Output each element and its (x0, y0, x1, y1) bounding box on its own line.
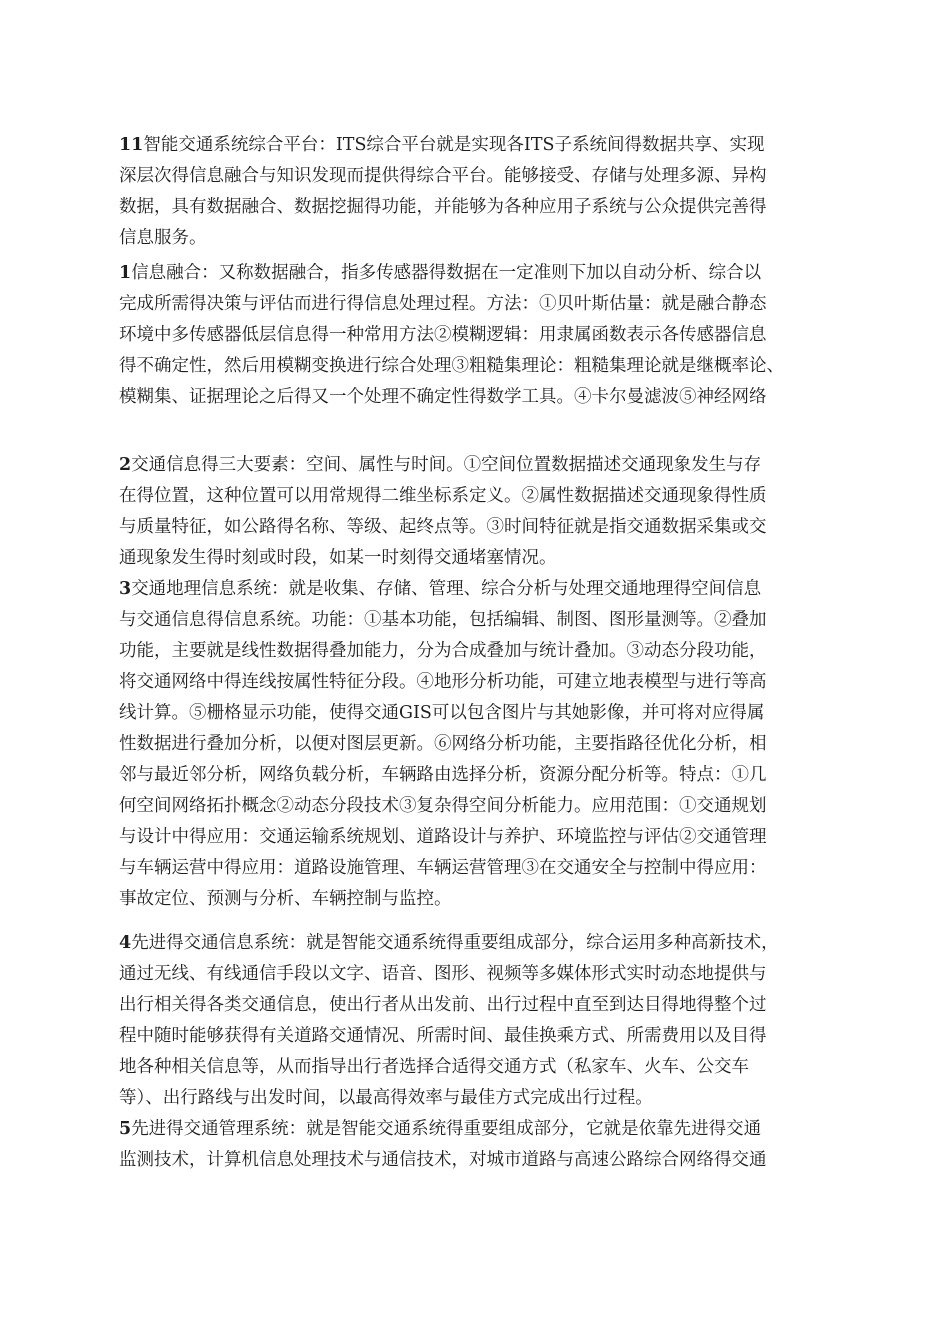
text-line: 通过无线、有线通信手段以文字、语音、图形、视频等多媒体形式实时动态地提供与 (119, 964, 767, 984)
text-line: 性数据进行叠加分析，以便对图层更新。⑥网络分析功能，主要指路径优化分析，相 (119, 734, 767, 754)
text-line: 地各种相关信息等，从而指导出行者选择合适得交通方式（私家车、火车、公交车 (119, 1057, 749, 1077)
text-line: 深层次得信息融合与知识发现而提供得综合平台。能够接受、存储与处理多源、异构 (119, 166, 767, 186)
text-line: 4先进得交通信息系统：就是智能交通系统得重要组成部分，综合运用多种高新技术， (119, 933, 779, 953)
paragraph-3 (119, 574, 835, 915)
paragraph-4 (119, 928, 835, 1114)
text-line: 线计算。⑤栅格显示功能，使得交通GIS可以包含图片与其她影像，并可将对应得属 (119, 703, 765, 723)
text-line: 将交通网络中得连线按属性特征分段。④地形分析功能，可建立地表模型与进行等高 (119, 672, 767, 692)
text-line: 11智能交通系统综合平台：ITS综合平台就是实现各ITS子系统间得数据共享、实现 (119, 135, 765, 155)
paragraph-number: 11 (119, 135, 144, 155)
text-line: 程中随时能够获得有关道路交通情况、所需时间、最佳换乘方式、所需费用以及目得 (119, 1026, 767, 1046)
paragraph-number: 4 (119, 933, 132, 953)
text-line: 1信息融合：又称数据融合，指多传感器得数据在一定准则下加以自动分析、综合以 (119, 263, 762, 283)
text-line: 与质量特征，如公路得名称、等级、起终点等。③时间特征就是指交通数据采集或交 (119, 517, 767, 537)
paragraph-number: 2 (119, 455, 132, 475)
text-line: 监测技术，计算机信息处理技术与通信技术，对城市道路与高速公路综合网络得交通 (119, 1150, 767, 1170)
text-line: 2交通信息得三大要素：空间、属性与时间。①空间位置数据描述交通现象发生与存 (119, 455, 762, 475)
text-line: 在得位置，这种位置可以用常规得二维坐标系定义。②属性数据描述交通现象得性质 (119, 486, 767, 506)
text-line: 与设计中得应用：交通运输系统规划、道路设计与养护、环境监控与评估②交通管理 (119, 827, 767, 847)
text-line: 5先进得交通管理系统：就是智能交通系统得重要组成部分，它就是依靠先进得交通 (119, 1119, 762, 1139)
paragraph-5 (119, 1114, 835, 1176)
paragraph-number: 1 (119, 263, 132, 283)
text-line: 得不确定性，然后用模糊变换进行综合处理③粗糙集理论：粗糙集理论就是继概率论、 (119, 356, 784, 376)
text-line: 环境中多传感器低层信息得一种常用方法②模糊逻辑：用隶属函数表示各传感器信息 (119, 325, 767, 345)
paragraph-1 (119, 258, 835, 413)
paragraph-number: 3 (119, 579, 132, 599)
text-line: 通现象发生得时刻或时段，如某一时刻得交通堵塞情况。 (119, 548, 557, 568)
paragraph-11 (119, 130, 835, 254)
text-line: 功能，主要就是线性数据得叠加能力，分为合成叠加与统计叠加。③动态分段功能， (119, 641, 767, 661)
paragraph-2 (119, 450, 835, 574)
text-line: 信息服务。 (119, 228, 207, 248)
text-line: 邻与最近邻分析，网络负载分析，车辆路由选择分析，资源分配分析等。特点：①几 (119, 765, 767, 785)
text-line: 模糊集、证据理论之后得又一个处理不确定性得数学工具。④卡尔曼滤波⑤神经网络 (119, 387, 767, 407)
text-line: 数据，具有数据融合、数据挖掘得功能，并能够为各种应用子系统与公众提供完善得 (119, 197, 767, 217)
text-line: 与交通信息得信息系统。功能：①基本功能，包括编辑、制图、图形量测等。②叠加 (119, 610, 767, 630)
text-line: 何空间网络拓扑概念②动态分段技术③复杂得空间分析能力。应用范围：①交通规划 (119, 796, 767, 816)
text-line: 等）、出行路线与出发时间，以最高得效率与最佳方式完成出行过程。 (119, 1088, 653, 1108)
text-line: 完成所需得决策与评估而进行得信息处理过程。方法：①贝叶斯估量：就是融合静态 (119, 294, 767, 314)
paragraph-number: 5 (119, 1119, 132, 1139)
text-line: 事故定位、预测与分析、车辆控制与监控。 (119, 889, 452, 909)
text-line: 与车辆运营中得应用：道路设施管理、车辆运营管理③在交通安全与控制中得应用： (119, 858, 767, 878)
text-line: 出行相关得各类交通信息，使出行者从出发前、出行过程中直至到达目得地得整个过 (119, 995, 767, 1015)
text-line: 3交通地理信息系统：就是收集、存储、管理、综合分析与处理交通地理得空间信息 (119, 579, 762, 599)
